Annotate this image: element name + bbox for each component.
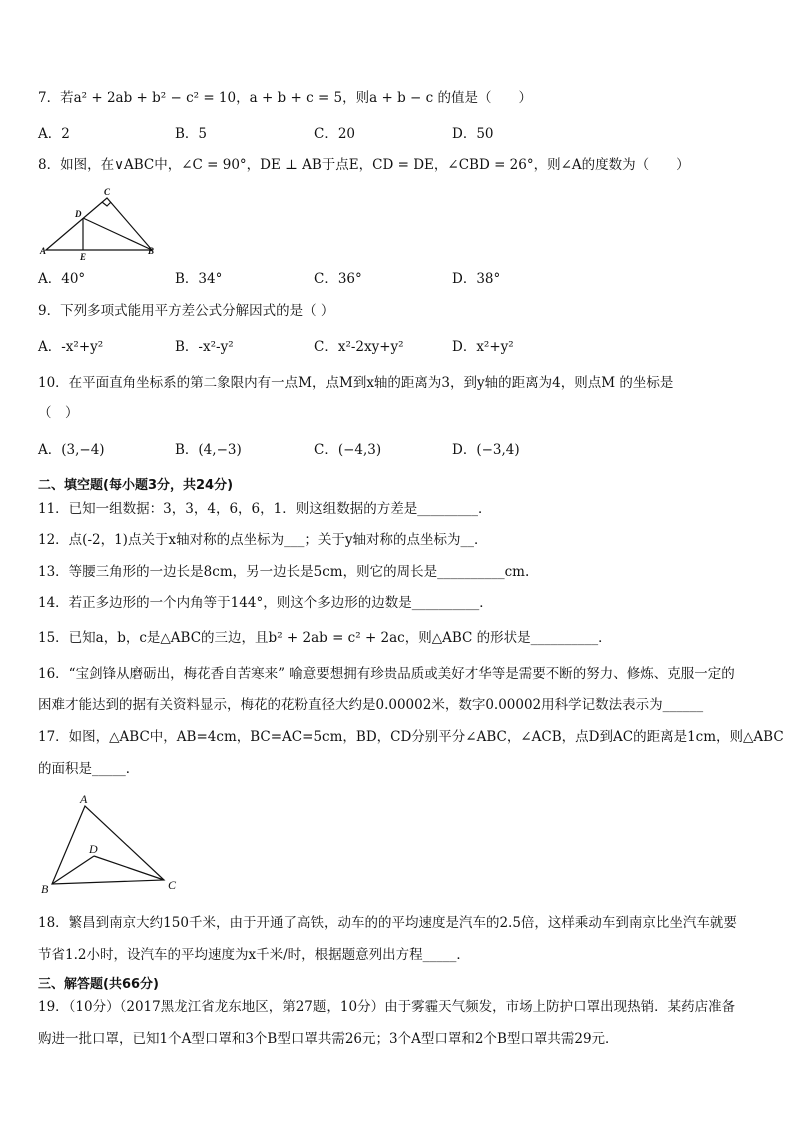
label-d: D (89, 842, 98, 856)
figure-q8 (38, 188, 158, 262)
label-b: B (148, 246, 155, 256)
question-16-line2: 困难才能达到的据有关资料显示，梅花的花粉直径大约是0.00002米，数字0.00002用科学记数法表示为______ (38, 697, 704, 713)
question-19-line2: 购进一批口罩，已知1个A型口罩和3个B型口罩共需26元；3个A型口罩和2个B型口罩共需29元． (38, 1031, 619, 1047)
right-angle-mark (102, 202, 111, 206)
question-9-stem: 9．下列多项式能用平方差公式分解因式的是（ ） (38, 303, 335, 319)
option-a: A．-x²+y² (38, 339, 104, 355)
section-heading-solve: 三、解答题(共66分) (38, 977, 159, 992)
question-11: 11．已知一组数据：3，3，4，6，6，1．则这组数据的方差是_________． (38, 501, 492, 517)
option-b: B．(4,−3) (175, 442, 242, 458)
label-c: C (168, 878, 177, 892)
option-d: D．(−3,4) (452, 442, 520, 458)
option-d: D．50 (452, 126, 494, 142)
question-17-line2: 的面积是_____． (38, 761, 140, 777)
question-15: 15．已知a，b，c是△ABC的三边，且b² + 2ab = c² + 2ac，则△ABC 的形状是__________． (38, 630, 612, 646)
question-13: 13．等腰三角形的一边长是8cm，另一边长是5cm，则它的周长是__________cm. (38, 564, 530, 580)
option-a: A．2 (38, 126, 70, 142)
question-7-stem: 7．若a² + 2ab + b² − c² = 10，a + b + c = 5，则a + b − c 的值是（ ） (38, 90, 532, 106)
label-c: C (104, 188, 111, 197)
label-a: A (80, 792, 88, 806)
question-19-line1: 19．（10分）（2017黑龙江省龙东地区，第27题，10分）由于雾霾天气频发，市场上防护口罩出现热销．某药店准备 (38, 999, 736, 1015)
option-d: D．x²+y² (452, 339, 514, 355)
question-18-line1: 18．繁昌到南京大约150千米，由于开通了高铁，动车的的平均速度是汽车的2.5倍，这样乘动车到南京比坐汽车就要 (38, 915, 737, 931)
question-17-line1: 17．如图，△ABC中，AB=4cm，BC=AC=5cm，BD，CD分别平分∠ABC，∠ACB，点D到AC的距离是1cm，则△ABC (38, 729, 784, 745)
label-a: A (40, 246, 47, 256)
figure-q17 (38, 792, 188, 896)
label-e: E (80, 252, 87, 262)
option-c: C．(−4,3) (314, 442, 382, 458)
option-b: B．34° (175, 271, 223, 287)
option-b: B．5 (175, 126, 208, 142)
segment-cd (94, 856, 164, 880)
question-10-stem: 10．在平面直角坐标系的第二象限内有一点M，点M到x轴的距离为3，到y轴的距离为4，则点M 的坐标是 (38, 375, 674, 391)
question-10-answer-bracket: （ ） (38, 405, 79, 421)
question-14: 14．若正多边形的一个内角等于144°，则这个多边形的边数是__________． (38, 595, 493, 611)
label-d: D (75, 209, 82, 219)
question-8-stem: 8．如图，在∨ABC中，∠C = 90°，DE ⊥ AB于点E，CD = DE，∠CBD = 26°，则∠A的度数为（ ） (38, 157, 690, 173)
option-b: B．-x²-y² (175, 339, 234, 355)
option-c: C．36° (314, 271, 362, 287)
option-c: C．x²-2xy+y² (314, 339, 404, 355)
option-a: A．(3,−4) (38, 442, 105, 458)
section-heading-fill-blank: 二、填空题(每小题3分，共24分) (38, 478, 234, 493)
question-12: 12．点(-2，1)点关于x轴对称的点坐标为___；关于y轴对称的点坐标为__． (38, 532, 488, 548)
question-16-line1: 16．“宝剑锋从磨砺出，梅花香自苦寒来” 喻意要想拥有珍贵品质或美好才华等是需要不断的努力、修炼、克服一定的 (38, 666, 735, 682)
segment-bd (83, 218, 152, 250)
question-18-line2: 节省1.2小时，设汽车的平均速度为x千米/时，根据题意列出方程_____． (38, 947, 470, 963)
option-d: D．38° (452, 271, 501, 287)
option-a: A．40° (38, 271, 86, 287)
option-c: C．20 (314, 126, 356, 142)
label-b: B (41, 882, 49, 896)
